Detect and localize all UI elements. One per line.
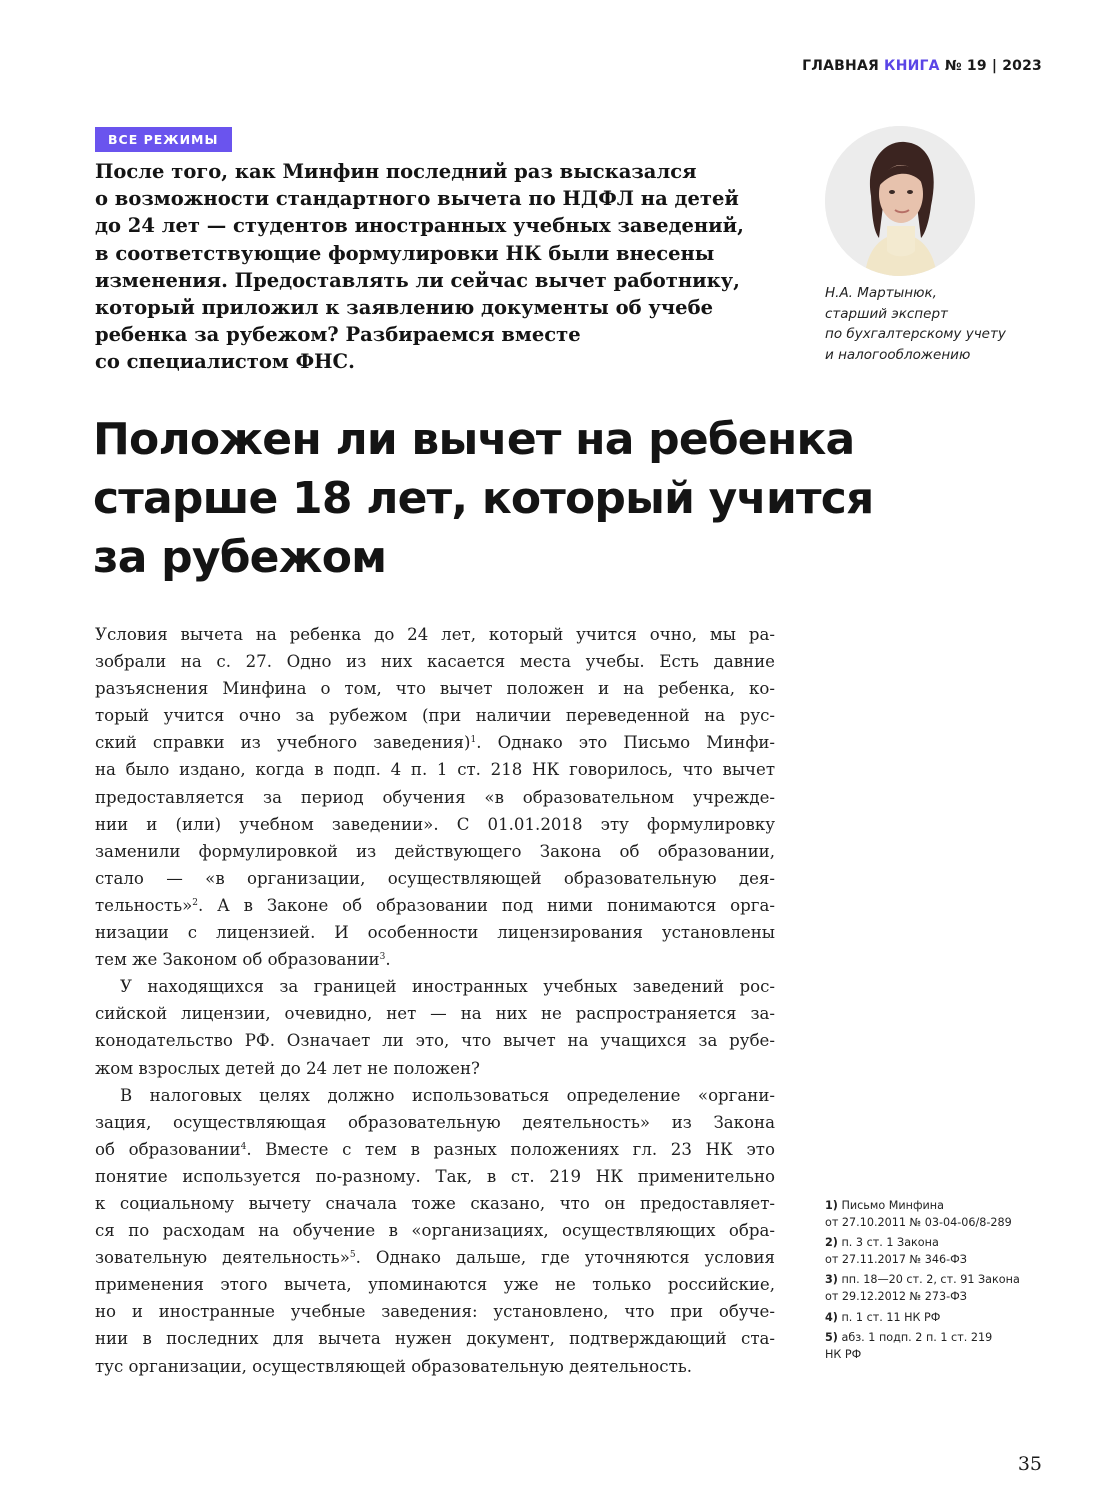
brand-main: ГЛАВНАЯ <box>802 58 879 74</box>
footnote: 2) п. 3 ст. 1 Закона от 27.11.2017 № 346-ФЗ <box>825 1236 967 1266</box>
author-photo <box>825 126 975 276</box>
body-line: нии и (или) учебном заведении». С 01.01.2018 эту формулировку <box>95 814 775 834</box>
footnote-ref: 4 <box>240 1141 247 1152</box>
body-line: к социальному вычету сначала тоже сказано, что он предоставляет- <box>95 1193 775 1213</box>
footnotes <box>825 1198 1065 1367</box>
article-title <box>93 410 973 587</box>
body-line: конодательство РФ. Означает ли это, что вычет на учащихся за рубе- <box>95 1031 775 1051</box>
footnote: 1) Письмо Минфина от 27.10.2011 № 03-04-06/8-289 <box>825 1199 1012 1229</box>
body-line: зация, осуществляющая образовательную деятельность» из Закона <box>95 1112 775 1132</box>
body-line: зобрали на с. 27. Одно из них касается места учебы. Есть давние <box>95 652 775 672</box>
footnote-ref: 3 <box>379 952 386 963</box>
body-line: но и иностранные учебные заведения: установлено, что при обуче- <box>95 1302 775 1322</box>
body-line: на было издано, когда в подп. 4 п. 1 ст. 218 НК говорилось, что вычет <box>95 760 775 780</box>
body-line: предоставляется за период обучения «в образовательном учрежде- <box>95 787 775 807</box>
body-line: торый учится очно за рубежом (при наличии переведенной на рус- <box>95 706 775 726</box>
body-line: применения этого вычета, упоминаются уже не только российские, <box>95 1275 775 1295</box>
footnote-ref: 5 <box>349 1250 356 1261</box>
body-line: У находящихся за границей иностранных учебных заведений рос- <box>120 977 775 997</box>
body-line: ся по расходам на обучение в «организациях, осуществляющих обра- <box>95 1221 775 1241</box>
body-line: тельность»$^2$. А в Законе об образовании под ними понимаются орга- <box>95 895 775 915</box>
body-line: разъяснения Минфина о том, что вычет положен и на ребенка, ко- <box>95 679 775 699</box>
title-line: старше 18 лет, который учится <box>93 473 874 524</box>
title-line: за рубежом <box>93 532 387 583</box>
lead-line: который приложил к заявлению документы об учебе <box>95 296 713 320</box>
body-line: заменили формулировкой из действующего Закона об образовании, <box>95 841 775 861</box>
footnote: 4) п. 1 ст. 11 НК РФ <box>825 1310 941 1324</box>
brand-accent: КНИГА <box>884 58 940 74</box>
footnote-ref: 1 <box>470 735 477 746</box>
lead-paragraph <box>95 158 795 376</box>
body-line: ский справки из учебного заведения)$^1$. Однако это Письмо Минфи- <box>95 733 776 753</box>
body-line: об образовании$^4$. Вместе с тем в разных положениях гл. 23 НК это <box>95 1139 775 1159</box>
lead-line: в соответствующие формулировки НК были внесены <box>95 241 715 265</box>
author-line: по бухгалтерскому учету <box>825 326 1006 342</box>
body-line: зовательную деятельность»$^5$. Однако дальше, где уточняются условия <box>95 1248 775 1268</box>
title-line: Положен ли вычет на ребенка <box>93 414 855 465</box>
lead-line: ребенка за рубежом? Разбираемся вместе <box>95 323 581 347</box>
lead-line: со специалистом ФНС. <box>95 350 355 374</box>
body-line: низации с лицензией. И особенности лицензирования установлены <box>95 923 775 943</box>
body-line: Условия вычета на ребенка до 24 лет, который учится очно, мы ра- <box>95 625 775 644</box>
issue-number: № 19 | 2023 <box>944 58 1042 74</box>
portrait-icon <box>825 126 975 276</box>
body-line: тус организации, осуществляющей образовательную деятельность. <box>95 1356 693 1376</box>
author-caption <box>825 283 1055 365</box>
lead-line: до 24 лет — студентов иностранных учебных заведений, <box>95 214 744 238</box>
category-tag: ВСЕ РЕЖИМЫ <box>95 127 232 152</box>
lead-line: После того, как Минфин последний раз высказался <box>95 160 697 183</box>
running-header <box>802 58 1042 74</box>
body-line: нии в последних для вычета нужен документ, подтверждающий ста- <box>95 1329 775 1349</box>
body-line: сийской лицензии, очевидно, нет — на них не распространяется за- <box>95 1004 775 1024</box>
author-line: и налогообложению <box>825 346 971 363</box>
footnote: 3) пп. 18—20 ст. 2, ст. 91 Закона от 29.12.2012 № 273-ФЗ <box>825 1273 1020 1303</box>
article-body <box>95 621 775 1380</box>
page-number: 35 <box>1017 1453 1042 1475</box>
author-line: Н.А. Мартынюк, <box>825 285 937 301</box>
footnote: 5) абз. 1 подп. 2 п. 1 ст. 219 НК РФ <box>825 1331 993 1361</box>
body-line: жом взрослых детей до 24 лет не положен? <box>95 1058 480 1078</box>
footnote-ref: 2 <box>192 897 199 908</box>
lead-line: о возможности стандартного вычета по НДФЛ на детей <box>95 187 739 211</box>
lead-line: изменения. Предоставлять ли сейчас вычет работнику, <box>95 268 740 292</box>
author-line: старший эксперт <box>825 305 948 322</box>
body-line: стало — «в организации, осуществляющей образовательную дея- <box>95 868 775 888</box>
body-line: тем же Законом об образовании$^3$. <box>95 950 391 970</box>
body-line: понятие используется по-разному. Так, в ст. 219 НК применительно <box>95 1166 775 1186</box>
body-line: В налоговых целях должно использоваться определение «органи- <box>120 1085 775 1105</box>
